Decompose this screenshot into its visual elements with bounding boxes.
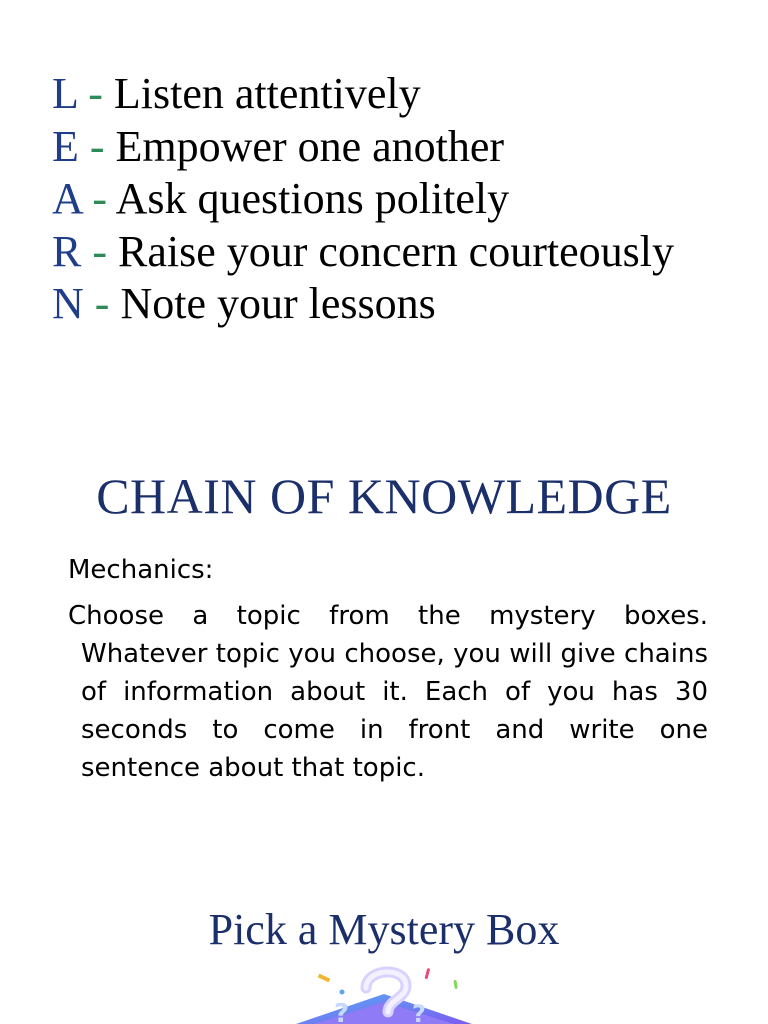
learn-text: Empower one another	[115, 121, 505, 171]
learn-letter: A	[52, 174, 82, 223]
learn-item-r	[52, 226, 674, 279]
learn-text: Note your lessons	[120, 279, 436, 328]
learn-text: Ask questions politely	[115, 174, 510, 223]
mechanics-section	[68, 551, 708, 787]
mechanics-text: Choose a topic from the mystery boxes. Whatever topic you choose, you will give chains of information about it. Each of you has 30 seconds to come in front and write one sentence about that topic.	[68, 601, 708, 783]
learn-dash: -	[81, 174, 116, 223]
learn-item-a	[52, 173, 674, 226]
svg-text:?: ?	[334, 999, 350, 1024]
learn-dash: -	[77, 69, 114, 118]
learn-item-l	[52, 68, 674, 121]
learn-item-n	[52, 278, 674, 331]
chain-of-knowledge-title: CHAIN OF KNOWLEDGE	[96, 468, 672, 524]
learn-letter: R	[52, 226, 82, 276]
learn-text: Raise your concern courteously	[118, 226, 674, 276]
learn-acronym-list	[52, 68, 674, 331]
learn-dash: -	[81, 226, 119, 276]
learn-letter: L	[52, 69, 78, 118]
mechanics-label: Mechanics:	[68, 555, 214, 585]
svg-text:?: ?	[412, 1000, 426, 1024]
mystery-box-icon	[284, 958, 484, 1024]
pick-mystery-box-title: Pick a Mystery Box	[208, 905, 560, 954]
learn-item-e	[52, 121, 674, 174]
learn-text: Listen attentively	[113, 69, 421, 118]
learn-letter: N	[52, 279, 84, 328]
learn-dash: -	[78, 121, 116, 171]
learn-letter: E	[52, 121, 79, 171]
learn-dash: -	[83, 279, 121, 328]
